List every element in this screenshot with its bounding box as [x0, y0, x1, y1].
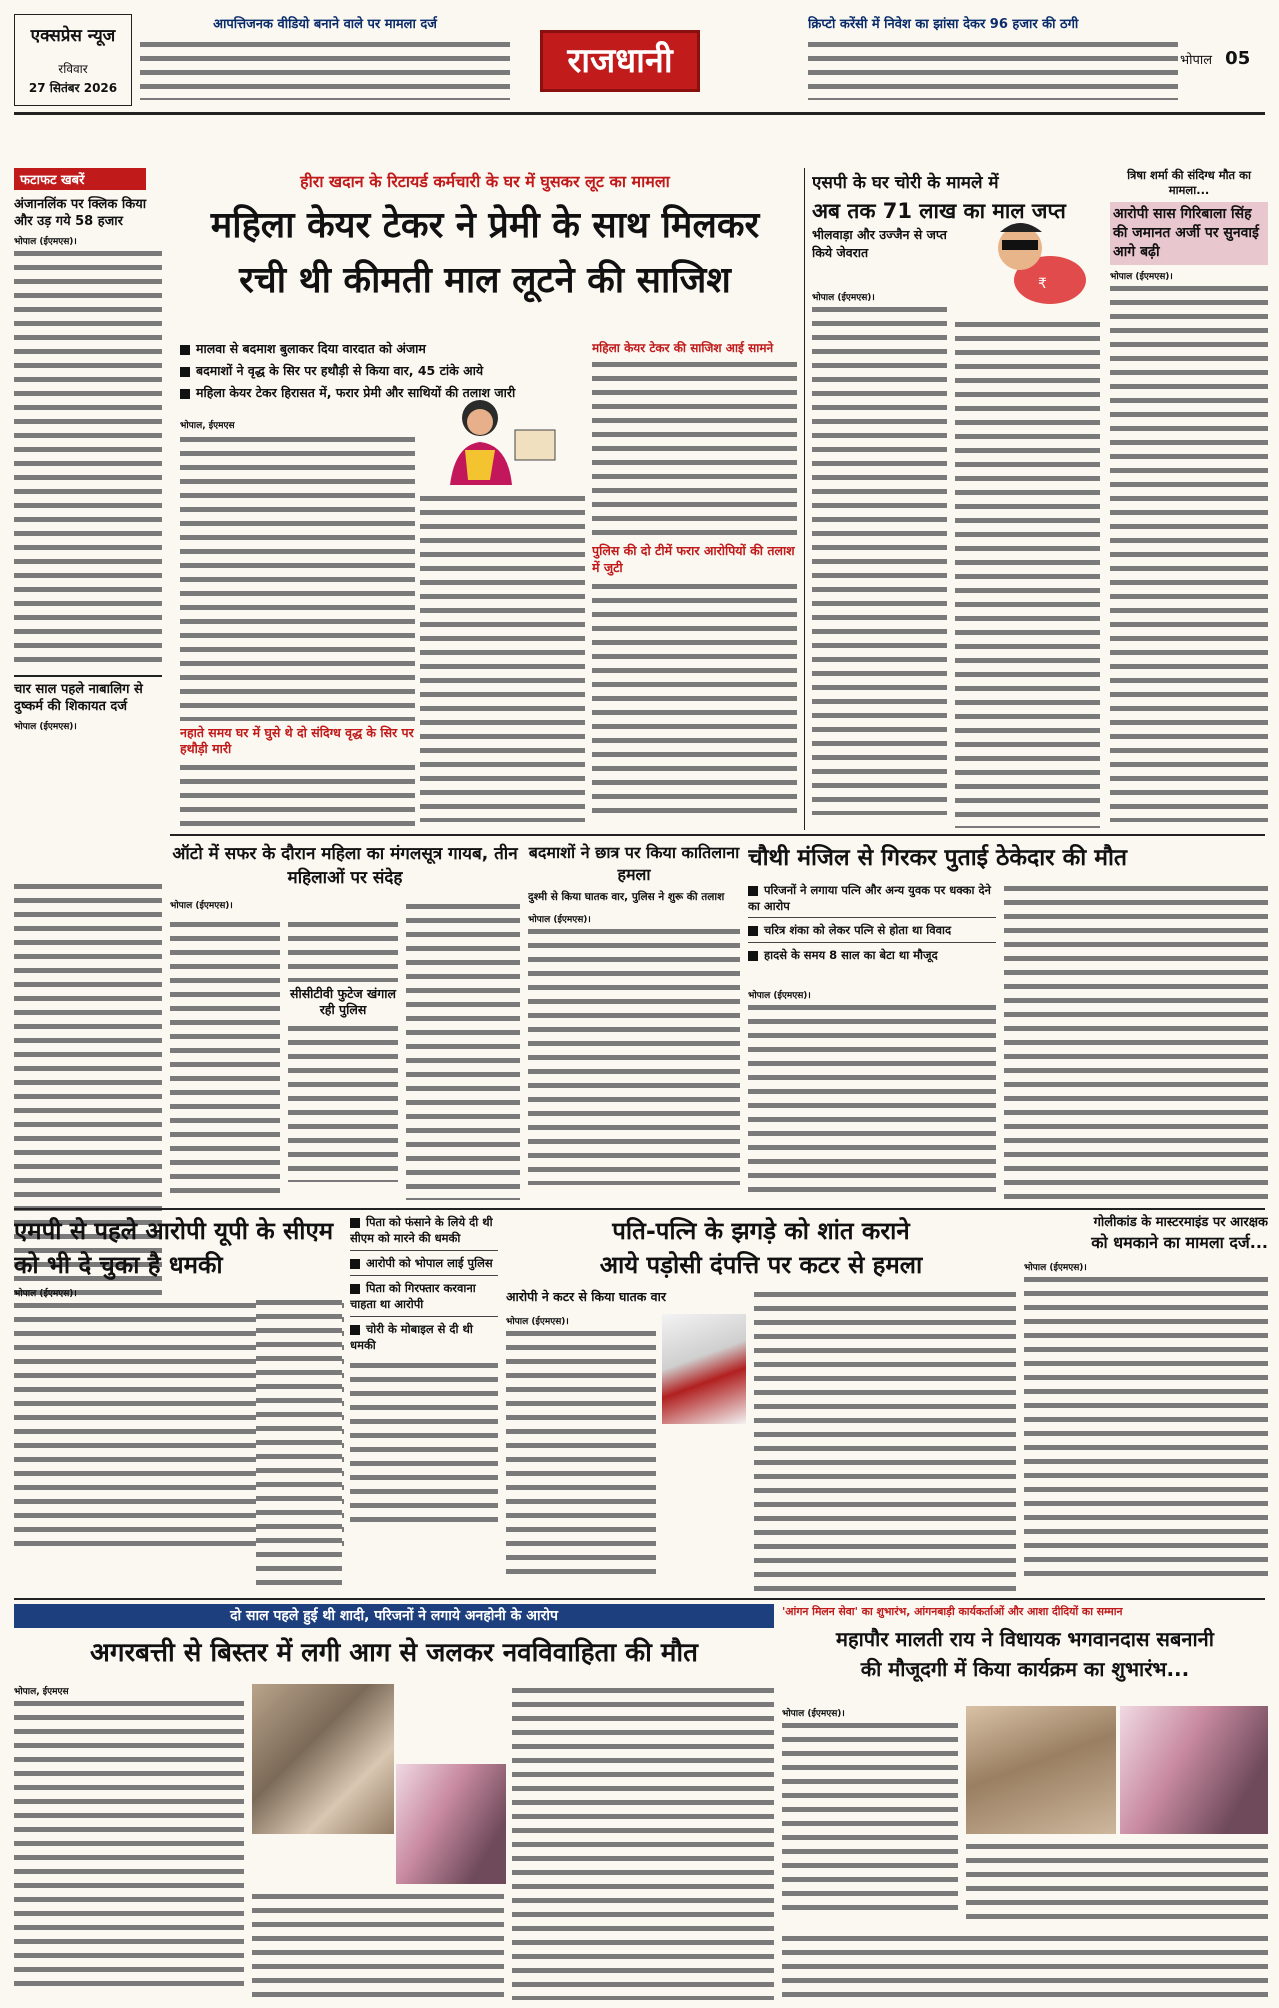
lead-vrule [804, 168, 805, 830]
mp-bullets-body [350, 1359, 498, 1531]
trisha-kicker: त्रिषा शर्मा की संदिग्ध मौत का मामला... [1127, 168, 1251, 197]
mayor-col-1 [782, 1706, 958, 1926]
top-story-2-title: क्रिप्टो करेंसी में निवेश का झांसा देकर 96 हजार की ठगी [808, 17, 1079, 32]
mp-bullet-2 [350, 1251, 498, 1276]
auto-sub: सीसीटीवी फुटेज खंगाल रही पुलिस [290, 986, 396, 1017]
mayor-col-2 [966, 1840, 1268, 1928]
student-deck: दुश्मी से किया घातक वार, पुलिस ने शुरू की तलाश [528, 891, 725, 903]
woman-illustration-icon [420, 390, 570, 485]
auto-headline: ऑटो में सफर के दौरान महिला का मंगलसूत्र गायब, तीन महिलाओं पर संदेह [172, 844, 518, 888]
incense-kicker-bar [14, 1604, 774, 1628]
lead-col-1-body [180, 433, 415, 721]
fall-bullets [748, 882, 996, 992]
day: रविवार [58, 62, 88, 76]
mid-rule-2 [14, 1208, 1265, 1210]
lead-bullet-2 [180, 360, 580, 382]
lead-bullet-1-text: मालवा से बदमाश बुलाकर दिया वारदात को अंजाम [196, 341, 426, 356]
masthead-right [1180, 48, 1270, 78]
fall-bullet-3 [748, 943, 996, 964]
fall-bullet-1-text: परिजनों ने लगाया पत्नि और अन्य युवक पर धक्का देने का आरोप [748, 883, 991, 913]
top-story-1-body [140, 38, 510, 100]
auto-col-2-body-2 [288, 1022, 398, 1182]
mayor-col-1-body [782, 1719, 958, 1919]
fall-bullet-2 [748, 918, 996, 943]
fall-col-2 [1004, 882, 1268, 1202]
lead-bullet-3-text: महिला केयर टेकर हिरासत में, फरार प्रेमी और साथियों की तलाश जारी [196, 385, 516, 400]
incense-col-1-body [14, 1697, 244, 1993]
trisha-body [1110, 282, 1268, 822]
couple-deck: आरोपी ने कटर से किया घातक वार [506, 1289, 666, 1304]
trisha-dateline: भोपाल (ईएमएस)। [1110, 272, 1173, 282]
sp-dateline: भोपाल (ईएमएस)। [812, 293, 875, 303]
student-headline: बदमाशों ने छात्र पर किया कातिलाना हमला [528, 843, 740, 884]
page-number: 05 [1225, 48, 1251, 69]
lead-col-1-body-2 [180, 761, 415, 828]
incense-photo-room [252, 1684, 394, 1834]
mp-bullet-1 [350, 1214, 498, 1251]
lead-bullet-2-text: बदमाशों ने वृद्ध के सिर पर हथौड़ी से किया वार, 45 टांके आये [196, 363, 484, 378]
mayor-photo-2 [1120, 1706, 1268, 1834]
lead-sub-3: नहाते समय घर में घुसे थे दो संदिग्ध वृद्ध के सिर पर हथौड़ी मारी [180, 725, 414, 756]
mp-bullet-1-text: पिता को फंसाने के लिये दी थी सीएम को मारने की धमकी [350, 1215, 493, 1245]
lead-headline-box [170, 200, 800, 330]
student-dateline: भोपाल (ईएमएस)। [528, 915, 591, 925]
auto-dateline: भोपाल (ईएमएस)। [170, 901, 233, 911]
goli-body [1024, 1273, 1268, 1583]
sp-deck: भीलवाड़ा और उज्जैन से जप्त किये जेवरात [812, 227, 947, 260]
city: भोपाल [1180, 53, 1213, 68]
section-title: राजधानी [567, 41, 673, 81]
auto-col-1 [170, 918, 280, 1200]
lead-col-1 [180, 418, 415, 828]
mp-headline: एमपी से पहले आरोपी यूपी के सीएम को भी दे चुका है धमकी [14, 1217, 334, 1279]
incense-col-3 [512, 1684, 774, 2000]
sp-illustration [980, 210, 1100, 310]
incense-kicker: दो साल पहले हुई थी शादी, परिजनों ने लगाये अनहोनी के आरोप [230, 1608, 558, 1624]
lead-dateline: भोपाल, ईएमएस [180, 421, 235, 431]
masthead-left [14, 14, 132, 106]
top-story-1-title: आपत्तिजनक वीडियो बनाने वाले पर मामला दर्ज [213, 17, 437, 32]
lead-col-2 [420, 492, 585, 822]
incense-dateline: भोपाल, ईएमएस [14, 1687, 69, 1697]
mayor-story [782, 1604, 1268, 1700]
lead-col-3-body-2 [592, 580, 797, 820]
fall-bullet-3-text: हादसे के समय 8 साल का बेटा था मौजूद [764, 948, 938, 962]
lead-kicker: हीरा खदान के रिटायर्ड कर्मचारी के घर में घुसकर लूट का मामला [300, 172, 670, 191]
goli-dateline: भोपाल (ईएमएस)। [1024, 1263, 1087, 1273]
lead-sub-1: महिला केयर टेकर की साजिश आई सामने [592, 341, 774, 355]
couple-headline-2: आये पड़ोसी दंपत्ति पर कटर से हमला [599, 1251, 923, 1279]
sp-col-1-body [812, 303, 947, 815]
sp-headline-2: अब तक 71 लाख का माल जप्त [812, 199, 1066, 223]
trisha-headline: आरोपी सास गिरिबाला सिंह की जमानत अर्जी पर सुनवाई आगे बढ़ी [1110, 202, 1268, 265]
mayor-bottom-body [782, 1932, 1268, 2000]
couple-col-2 [754, 1288, 1016, 1592]
incense-col-2 [252, 1890, 504, 2000]
sp-col-2 [955, 318, 1100, 828]
fatafat-item-1-body [14, 247, 162, 667]
date: 27 सितंबर 2026 [28, 81, 118, 95]
lead-col-3 [592, 340, 797, 830]
auto-col-2-body-1 [288, 918, 398, 982]
mp-bullet-2-text: आरोपी को भोपाल लाई पुलिस [366, 1256, 493, 1270]
mp-bullet-4 [350, 1317, 498, 1353]
mayor-dateline: भोपाल (ईएमएस)। [782, 1709, 845, 1719]
top-story-2 [808, 14, 1178, 109]
couple-col-1-body [506, 1327, 656, 1579]
auto-col-3 [406, 900, 520, 1200]
mp-bullet-4-text: चोरी के मोबाइल से दी थी धमकी [350, 1322, 473, 1352]
lead-headline-1: महिला केयर टेकर ने प्रेमी के साथ मिलकर [210, 205, 760, 246]
auto-col-2 [288, 918, 398, 1200]
mayor-kicker: 'आंगन मिलन सेवा' का शुभारंभ, आंगनबाड़ी कार्यकर्ताओं और आशा दीदियों का सम्मान [782, 1605, 1123, 1618]
fall-dateline: भोपाल (ईएमएस)। [748, 991, 811, 1001]
fatafat-item-2-title: चार साल पहले नाबालिग से दुष्कर्म की शिकायत दर्ज [14, 675, 162, 715]
fatafat-item-1-dateline: भोपाल (ईएमएस)। [14, 237, 77, 247]
mp-bullet-3-text: पिता को गिरफ्तार करवाना चाहता था आरोपी [350, 1281, 476, 1311]
couple-photo [662, 1314, 746, 1424]
fatafat-column [14, 168, 162, 868]
goli-headline: को धमकाने का मामला दर्ज... [1091, 1233, 1268, 1252]
incense-headline: अगरबत्ती से बिस्तर में लगी आग से जलकर नवविवाहिता की मौत [90, 1638, 698, 1668]
goli-story [1024, 1214, 1268, 1594]
lead-col-3-body [592, 358, 797, 538]
goli-kicker: गोलीकांड के मास्टरमाइंड पर आरक्षक [1093, 1215, 1268, 1230]
top-story-2-body [808, 38, 1178, 100]
fatafat-label: फटाफट खबरें [14, 168, 146, 190]
mid-rule-3 [14, 1598, 1265, 1600]
fatafat-item-2-dateline: भोपाल (ईएमएस)। [14, 722, 77, 732]
masthead-rule [14, 112, 1265, 115]
fall-col-1 [748, 988, 996, 1202]
mp-bullet-3 [350, 1276, 498, 1317]
lead-headline-2: रची थी कीमती माल लूटने की साजिश [239, 260, 731, 301]
fall-headline: चौथी मंजिल से गिरकर पुताई ठेकेदार की मौत [748, 845, 1128, 871]
incense-headline-box [14, 1632, 774, 1676]
fall-bullet-2-text: चरित्र शंका को लेकर पत्नि से होता था विवाद [764, 923, 952, 937]
student-story [528, 842, 740, 1202]
sp-col-1 [812, 290, 947, 828]
couple-dateline: भोपाल (ईएमएस)। [506, 1317, 569, 1327]
paper-name: एक्सप्रेस न्यूज [30, 26, 116, 46]
lead-kicker-box [170, 170, 800, 194]
mp-col-3 [256, 1296, 342, 1592]
mid-rule-1 [170, 834, 1265, 836]
fatafat-item-1-title: अंजानलिंक पर क्लिक किया और उड़ गये 58 हजार [14, 197, 147, 229]
fall-bullet-1 [748, 882, 996, 918]
incense-photo-woman [396, 1764, 506, 1884]
incense-col-1 [14, 1684, 244, 2000]
thief-illustration-icon [980, 210, 1100, 310]
lead-illustration [420, 390, 570, 485]
couple-headline-1: पति-पत्नि के झगड़े को शांत कराने [612, 1217, 910, 1245]
lead-sub-2: पुलिस की दो टीमें फरार आरोपियों की तलाश में जुटी [592, 543, 795, 575]
sp-headline-1: एसपी के घर चोरी के मामले में [812, 173, 999, 193]
section-banner [540, 30, 700, 92]
trisha-story [1110, 168, 1268, 828]
mp-bullets [350, 1214, 498, 1592]
mayor-headline-2: की मौजूदगी में किया कार्यक्रम का शुभारंभ... [860, 1657, 1190, 1681]
lead-bullet-1 [180, 338, 580, 360]
student-body [528, 925, 740, 1185]
fall-col-1-body [748, 1001, 996, 1197]
mayor-headline-1: महापौर मालती राय ने विधायक भगवानदास सबनानी [836, 1627, 1214, 1651]
svg-text:₹: ₹ [1038, 276, 1047, 292]
top-story-1 [140, 14, 510, 109]
mayor-photo-1 [966, 1706, 1116, 1834]
mp-dateline: भोपाल (ईएमएस)। [14, 1289, 77, 1299]
